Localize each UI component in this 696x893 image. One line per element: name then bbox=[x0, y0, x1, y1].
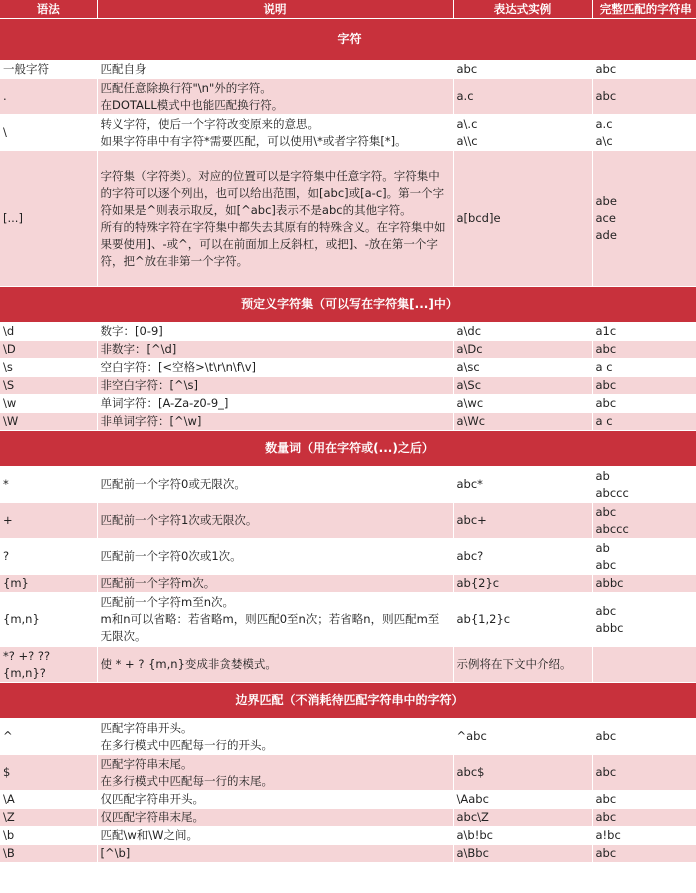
description-cell-line: 如果字符串中有字符*需要匹配，可以使用\*或者字符集[*]。 bbox=[100, 133, 407, 148]
header-example: 表达式实例 bbox=[453, 0, 592, 19]
table-row bbox=[0, 809, 696, 827]
match-cell-line: abc bbox=[595, 729, 617, 743]
example-cell bbox=[453, 377, 592, 395]
example-cell bbox=[453, 809, 592, 827]
description-cell bbox=[97, 845, 453, 863]
syntax-cell-line: *? +? ?? bbox=[3, 648, 51, 663]
example-cell bbox=[453, 539, 592, 575]
syntax-cell bbox=[0, 755, 97, 791]
table-row bbox=[0, 647, 696, 683]
table-row bbox=[0, 377, 696, 395]
table-row bbox=[0, 503, 696, 539]
syntax-cell bbox=[0, 575, 97, 593]
example-cell bbox=[453, 61, 592, 79]
match-cell-line: ab bbox=[595, 468, 610, 483]
description-cell bbox=[97, 151, 453, 287]
match-cell-line: a1c bbox=[595, 324, 617, 338]
syntax-cell bbox=[0, 539, 97, 575]
example-cell bbox=[453, 503, 592, 539]
match-cell-line: abbc bbox=[595, 620, 624, 635]
description-cell-line: 非空白字符：[^\s] bbox=[100, 378, 198, 392]
header-full-match: 完整匹配的字符串 bbox=[592, 0, 696, 19]
example-cell-line: a\Bbc bbox=[456, 846, 489, 860]
description-cell-line: 单词字符：[A-Za-z0-9_] bbox=[100, 396, 229, 410]
table-header-row bbox=[0, 0, 696, 19]
match-cell-line: a!bc bbox=[595, 828, 621, 842]
description-cell bbox=[97, 79, 453, 115]
match-cell-line: abccc bbox=[595, 485, 629, 500]
description-cell bbox=[97, 467, 453, 503]
example-cell-line: abc bbox=[456, 62, 478, 76]
syntax-cell bbox=[0, 377, 97, 395]
match-cell bbox=[592, 467, 696, 503]
match-cell-line: ace bbox=[595, 211, 616, 225]
example-cell-line: a\Wc bbox=[456, 414, 486, 428]
syntax-cell-line: {m,n} bbox=[3, 612, 40, 626]
description-cell-line: 仅匹配字符串开头。 bbox=[100, 792, 204, 806]
syntax-cell-line: ^ bbox=[3, 729, 13, 743]
description-cell-line: 仅匹配字符串末尾。 bbox=[100, 810, 204, 824]
match-cell bbox=[592, 79, 696, 115]
description-cell-line: 匹配前一个字符0或无限次。 bbox=[100, 477, 246, 491]
syntax-cell bbox=[0, 61, 97, 79]
syntax-cell-line: + bbox=[3, 513, 13, 527]
description-cell-line: 使 * + ? {m,n}变成非贪婪模式。 bbox=[100, 657, 277, 671]
syntax-cell-line: $ bbox=[3, 765, 11, 779]
match-cell bbox=[592, 413, 696, 431]
match-cell bbox=[592, 809, 696, 827]
match-cell-line: abe bbox=[595, 194, 617, 208]
description-cell bbox=[97, 539, 453, 575]
example-cell-line: a\Dc bbox=[456, 342, 483, 356]
syntax-cell-line: \b bbox=[3, 828, 15, 842]
description-cell-line: 在多行模式中匹配每一行的开头。 bbox=[100, 737, 273, 752]
description-cell bbox=[97, 61, 453, 79]
description-cell bbox=[97, 809, 453, 827]
description-cell-line: 非单词字符：[^\w] bbox=[100, 414, 202, 428]
description-cell bbox=[97, 413, 453, 431]
example-cell bbox=[453, 359, 592, 377]
match-cell bbox=[592, 151, 696, 287]
example-cell-line: abc+ bbox=[456, 513, 487, 527]
match-cell bbox=[592, 359, 696, 377]
table-body bbox=[0, 19, 696, 863]
match-cell bbox=[592, 377, 696, 395]
syntax-cell bbox=[0, 809, 97, 827]
match-cell bbox=[592, 341, 696, 359]
example-cell bbox=[453, 791, 592, 809]
description-cell-line: [^\b] bbox=[100, 846, 131, 860]
table-row bbox=[0, 845, 696, 863]
syntax-cell bbox=[0, 413, 97, 431]
example-cell-line: abc? bbox=[456, 549, 484, 563]
description-cell-line: 匹配字符串开头。 bbox=[100, 720, 193, 735]
section-title: 数量词（用在字符或(...)之后） bbox=[0, 431, 696, 467]
table-row bbox=[0, 467, 696, 503]
match-cell-line: abc bbox=[595, 765, 617, 779]
syntax-cell-line: . bbox=[3, 89, 7, 103]
example-cell-line: \Aabc bbox=[456, 792, 489, 806]
syntax-cell-line: * bbox=[3, 477, 9, 491]
table-row bbox=[0, 341, 696, 359]
match-cell-line: a\c bbox=[595, 133, 613, 148]
match-cell-line: abc bbox=[595, 378, 617, 392]
syntax-cell-line: 一般字符 bbox=[3, 62, 49, 76]
description-cell bbox=[97, 827, 453, 845]
table-row bbox=[0, 359, 696, 377]
example-cell-line: a\dc bbox=[456, 324, 482, 338]
section-header-row bbox=[0, 431, 696, 467]
match-cell-line: abc bbox=[595, 603, 617, 618]
description-cell-line: 在DOTALL模式中也能匹配换行符。 bbox=[100, 97, 284, 112]
match-cell-line: abc bbox=[595, 396, 617, 410]
match-cell-line: abc bbox=[595, 557, 617, 572]
example-cell-line: ab{2}c bbox=[456, 576, 500, 590]
match-cell-line: abc bbox=[595, 792, 617, 806]
example-cell-line: a\Sc bbox=[456, 378, 482, 392]
syntax-cell-line: \w bbox=[3, 396, 17, 410]
description-cell bbox=[97, 575, 453, 593]
match-cell-line: abbc bbox=[595, 576, 624, 590]
match-cell bbox=[592, 719, 696, 755]
description-cell bbox=[97, 593, 453, 647]
syntax-cell bbox=[0, 359, 97, 377]
description-cell-line: m和n可以省略：若省略m，则匹配0至n次；若省略n，则匹配m至无限次。 bbox=[100, 612, 440, 643]
description-cell-line: 非数字：[^\d] bbox=[100, 342, 177, 356]
match-cell bbox=[592, 503, 696, 539]
example-cell-line: ^abc bbox=[456, 729, 487, 743]
match-cell bbox=[592, 755, 696, 791]
example-cell-line: abc\Z bbox=[456, 810, 489, 824]
table-row bbox=[0, 395, 696, 413]
example-cell bbox=[453, 413, 592, 431]
description-cell-line: 转义字符，使后一个字符改变原来的意思。 bbox=[100, 116, 319, 131]
match-cell-line: abc bbox=[595, 504, 617, 519]
description-cell bbox=[97, 719, 453, 755]
example-cell bbox=[453, 79, 592, 115]
table-row bbox=[0, 593, 696, 647]
match-cell bbox=[592, 845, 696, 863]
example-cell bbox=[453, 467, 592, 503]
match-cell-line: abc bbox=[595, 62, 617, 76]
match-cell-line: abc bbox=[595, 810, 617, 824]
header-description: 说明 bbox=[97, 0, 453, 19]
description-cell-line: 匹配任意除换行符"\n"外的字符。 bbox=[100, 80, 272, 95]
match-cell bbox=[592, 791, 696, 809]
syntax-cell-line: ? bbox=[3, 549, 10, 563]
syntax-cell bbox=[0, 467, 97, 503]
syntax-cell bbox=[0, 791, 97, 809]
syntax-cell-line: [...] bbox=[3, 211, 23, 225]
description-cell-line: 数字：[0-9] bbox=[100, 324, 163, 338]
syntax-cell-line: \B bbox=[3, 846, 15, 860]
syntax-cell bbox=[0, 827, 97, 845]
match-cell-line: a.c bbox=[595, 116, 613, 131]
match-cell bbox=[592, 575, 696, 593]
syntax-cell bbox=[0, 341, 97, 359]
syntax-cell bbox=[0, 503, 97, 539]
description-cell bbox=[97, 359, 453, 377]
example-cell-line: ab{1,2}c bbox=[456, 612, 511, 626]
table-row bbox=[0, 151, 696, 287]
match-cell bbox=[592, 61, 696, 79]
example-cell bbox=[453, 827, 592, 845]
example-cell-line: abc$ bbox=[456, 765, 485, 779]
section-title: 边界匹配（不消耗待匹配字符串中的字符） bbox=[0, 683, 696, 719]
table-row bbox=[0, 575, 696, 593]
section-title: 预定义字符集（可以写在字符集[...]中） bbox=[0, 287, 696, 323]
match-cell-line: abccc bbox=[595, 521, 629, 536]
example-cell-line: a\.c bbox=[456, 116, 478, 131]
example-cell-line: a\sc bbox=[456, 360, 480, 374]
description-cell-line: 匹配字符串末尾。 bbox=[100, 756, 193, 771]
example-cell-line: a[bcd]e bbox=[456, 211, 501, 225]
syntax-cell bbox=[0, 115, 97, 151]
syntax-cell bbox=[0, 151, 97, 287]
match-cell bbox=[592, 827, 696, 845]
table-row bbox=[0, 827, 696, 845]
example-cell bbox=[453, 575, 592, 593]
syntax-cell bbox=[0, 323, 97, 341]
table-row bbox=[0, 539, 696, 575]
example-cell-line: a\\c bbox=[456, 133, 478, 148]
syntax-cell bbox=[0, 79, 97, 115]
syntax-cell bbox=[0, 647, 97, 683]
match-cell-line: ab bbox=[595, 540, 610, 555]
section-header-row bbox=[0, 287, 696, 323]
table-row bbox=[0, 755, 696, 791]
table-row bbox=[0, 791, 696, 809]
example-cell bbox=[453, 151, 592, 287]
description-cell bbox=[97, 323, 453, 341]
description-cell-line: 匹配前一个字符m至n次。 bbox=[100, 595, 234, 609]
match-cell-line: a c bbox=[595, 414, 613, 428]
syntax-cell-line: \W bbox=[3, 414, 19, 428]
syntax-cell-line: {m,n}? bbox=[3, 665, 46, 680]
syntax-cell bbox=[0, 593, 97, 647]
match-cell bbox=[592, 323, 696, 341]
syntax-cell-line: \D bbox=[3, 342, 16, 356]
example-cell bbox=[453, 323, 592, 341]
match-cell-line: ade bbox=[595, 228, 617, 242]
example-cell bbox=[453, 845, 592, 863]
section-header-row bbox=[0, 683, 696, 719]
description-cell bbox=[97, 755, 453, 791]
description-cell bbox=[97, 377, 453, 395]
example-cell bbox=[453, 719, 592, 755]
syntax-cell bbox=[0, 395, 97, 413]
section-header-row bbox=[0, 19, 696, 61]
match-cell bbox=[592, 115, 696, 151]
description-cell-line: 匹配前一个字符1次或无限次。 bbox=[100, 513, 258, 527]
description-cell bbox=[97, 341, 453, 359]
match-cell-line: abc bbox=[595, 89, 617, 103]
description-cell bbox=[97, 115, 453, 151]
description-cell-line: 匹配\w和\W之间。 bbox=[100, 828, 199, 842]
match-cell-line: abc bbox=[595, 846, 617, 860]
syntax-cell-line: {m} bbox=[3, 576, 29, 590]
description-cell-line: 空白字符：[<空格>\t\r\n\f\v] bbox=[100, 360, 256, 374]
example-cell bbox=[453, 647, 592, 683]
description-cell-line: 匹配前一个字符m次。 bbox=[100, 576, 216, 590]
match-cell bbox=[592, 539, 696, 575]
example-cell-line: a.c bbox=[456, 89, 474, 103]
description-cell bbox=[97, 647, 453, 683]
match-cell bbox=[592, 395, 696, 413]
table-row bbox=[0, 115, 696, 151]
example-cell-line: a\wc bbox=[456, 396, 484, 410]
table-row bbox=[0, 61, 696, 79]
header-syntax: 语法 bbox=[0, 0, 97, 19]
table-row bbox=[0, 719, 696, 755]
syntax-cell-line: \s bbox=[3, 360, 13, 374]
syntax-cell bbox=[0, 845, 97, 863]
description-cell bbox=[97, 791, 453, 809]
table-row bbox=[0, 323, 696, 341]
syntax-cell-line: \ bbox=[3, 125, 7, 139]
example-cell bbox=[453, 755, 592, 791]
match-cell-line: abc bbox=[595, 342, 617, 356]
example-cell-line: a\b!bc bbox=[456, 828, 493, 842]
description-cell-line: 匹配前一个字符0次或1次。 bbox=[100, 549, 242, 563]
example-cell bbox=[453, 341, 592, 359]
match-cell bbox=[592, 593, 696, 647]
description-cell-line: 所有的特殊字符在字符集中都失去其原有的特殊含义。在字符集中如果要使用]、-或^，可以在前面加上反斜杠，或把]、-放在第一个字符，把^放在非第一个字符。 bbox=[100, 219, 446, 268]
example-cell-line: 示例将在下文中介绍。 bbox=[456, 657, 572, 671]
syntax-cell-line: \A bbox=[3, 792, 15, 806]
syntax-cell-line: \S bbox=[3, 378, 15, 392]
table-row bbox=[0, 413, 696, 431]
syntax-cell-line: \d bbox=[3, 324, 15, 338]
match-cell bbox=[592, 647, 696, 683]
syntax-cell bbox=[0, 719, 97, 755]
match-cell-line: a c bbox=[595, 360, 613, 374]
syntax-cell-line: \Z bbox=[3, 810, 15, 824]
table-row bbox=[0, 79, 696, 115]
description-cell-line: 字符集（字符类）。对应的位置可以是字符集中任意字符。字符集中的字符可以逐个列出，也可以给出范围，如[abc]或[a-c]。第一个字符如果是^则表示取反，如[^abc]表示不是abc的其他字符。 bbox=[100, 168, 445, 217]
example-cell bbox=[453, 395, 592, 413]
description-cell bbox=[97, 395, 453, 413]
example-cell-line: abc* bbox=[456, 477, 483, 491]
example-cell bbox=[453, 115, 592, 151]
description-cell-line: 匹配自身 bbox=[100, 62, 147, 76]
example-cell bbox=[453, 593, 592, 647]
description-cell-line: 在多行模式中匹配每一行的末尾。 bbox=[100, 773, 273, 788]
section-title: 字符 bbox=[0, 19, 696, 61]
description-cell bbox=[97, 503, 453, 539]
